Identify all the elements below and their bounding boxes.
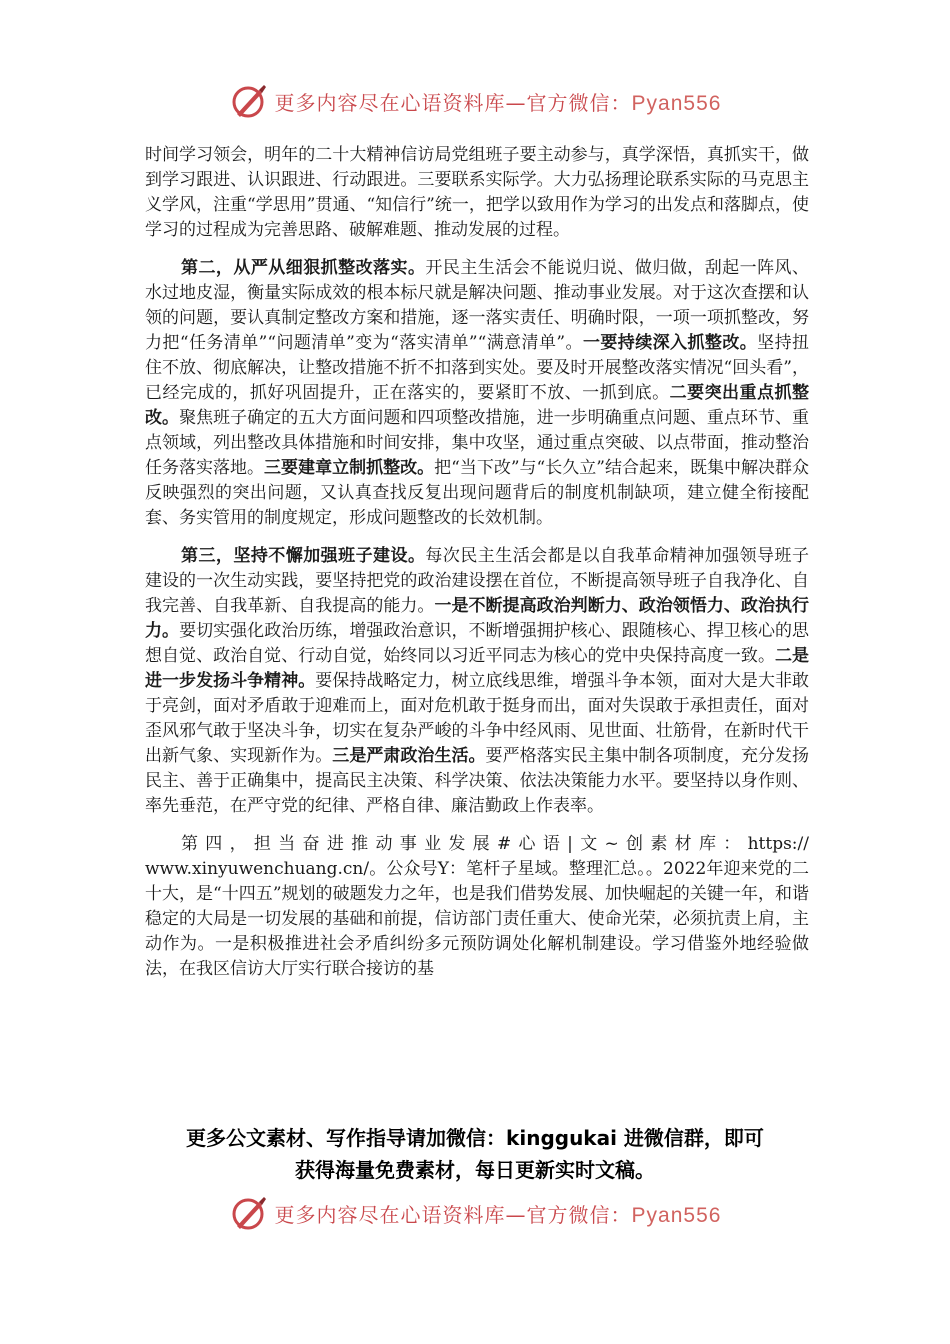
text-run: 开民主生活会不能说归说、做归做，刮起一阵风、水过地皮湿，衡量实际成效的根本标尺就是解决问题、推动事业发展。对于这次查摆和认领的问题，要认真制定整改方案和措施，逐一落实责任、明确时限，一项一项抓整改，努力把“任务清单”“问题清单”变为“落实清单”“满意清单”。 [145, 258, 810, 353]
banner-text [275, 1199, 722, 1228]
promo-line-1: 更多公文素材、写作指导请加微信：kinggukai 进微信群，即可 [186, 1126, 764, 1150]
paragraph-second-point [145, 256, 809, 531]
text-run: 聚焦班子确定的五大方面问题和四项整改措施，进一步明确重点问题、重点环节、重点领域，列出整改具体措施和时间安排，集中攻坚，通过重点突破、以点带面，推动整治任务落实落地。 [145, 408, 810, 478]
banner-text [275, 87, 722, 116]
paragraph-fourth-line1: 第四，担当奋进推动事业发展#心语|文~创素材库：https:// [181, 834, 809, 854]
heading-second: 第二，从严从细狠抓整改落实。 [181, 258, 426, 278]
subpoint-heading: 一要持续深入抓整改。 [582, 333, 758, 353]
promo-block [0, 1122, 950, 1186]
pen-logo-icon [229, 81, 269, 121]
text-run: 要切实强化政治历练，增强政治意识，不断增强拥护核心、跟随核心、捍卫核心的思想自觉、政治自觉、行动自觉，始终同以习近平同志为核心的党中央保持高度一致。 [145, 621, 810, 666]
banner-wechat-id: Pyan556 [631, 1203, 722, 1227]
banner-label: 官方微信： [526, 90, 632, 115]
heading-third: 第三，坚持不懈加强班子建设。 [181, 546, 426, 566]
text-run: 每次民主生活会都是以自我革命精神加强领导班子建设的一次生动实践，要坚持把党的政治建设摆在首位，不断提高领导班子自我净化、自我完善、自我革新、自我提高的能力。 [145, 546, 810, 616]
text-run: 要保持战略定力，树立底线思维，增强斗争本领，面对大是大非敢于亮剑，面对矛盾敢于迎难而上，面对危机敢于挺身而出，面对失误敢于承担责任，面对歪风邪气敢于坚决斗争，切实在复杂严峻的斗争中经风雨、见世面、壮筋骨，在新时代干出新气象、实现新作为。 [145, 671, 810, 766]
banner-sep: — [505, 1202, 527, 1227]
text-run: 坚持扭住不放、彻底解决，让整改措施不折不扣落到实处。要及时开展整改落实情况“回头看”，已经完成的，抓好巩固提升，正在落实的，要紧盯不放、一抓到底。 [145, 333, 810, 403]
banner-label: 官方微信： [526, 1202, 632, 1227]
text-run: 要严格落实民主集中制各项制度，充分发扬民主、善于正确集中，提高民主决策、科学决策、依法决策能力水平。要坚持以身作则、率先垂范，在严守党的纪律、严格自律、廉洁勤政上作表率。 [145, 746, 810, 816]
header-banner [0, 78, 950, 124]
subpoint-heading: 三要建章立制抓整改。 [264, 458, 435, 478]
banner-sep: — [505, 90, 527, 115]
subpoint-heading: 一是不断提高政治判断力、政治领悟力、政治执行力。 [145, 596, 810, 641]
banner-wechat-id: Pyan556 [631, 91, 722, 115]
text-run: 把“当下改”与“长久立”结合起来，既集中解决群众反映强烈的突出问题，又认真查找反复出现问题背后的制度机制缺项，建立健全衔接配套、务实管用的制度规定，形成问题整改的长效机制。 [145, 458, 810, 528]
paragraph-continued: 时间学习领会，明年的二十大精神信访局党组班子要主动参与，真学深悟，真抓实干，做到学习跟进、认识跟进、行动跟进。三要联系实际学。大力弘扬理论联系实际的马克思主义学风，注重“学思用”贯通、“知信行”统一，把学以致用作为学习的出发点和落脚点，使学习的过程成为完善思路、破解难题、推动发展的过程。 [145, 145, 809, 240]
subpoint-heading: 三是严肃政治生活。 [332, 746, 486, 766]
paragraph-third-point [145, 544, 809, 819]
banner-site: 更多内容尽在心语资料库 [274, 1202, 506, 1227]
banner-site: 更多内容尽在心语资料库 [274, 90, 506, 115]
paragraph-fourth-rest: www.xinyuwenchuang.cn/。公众号Y：笔杆子星域。整理汇总。。2022年迎来党的二十大，是“十四五”规划的破题发力之年，也是我们借势发展、加快崛起的关键一年，和谐稳定的大局是一切发展的基础和前提，信访部门责任重大、使命光荣，必须抗责上肩，主动作为。一是积极推进社会矛盾纠纷多元预防调处化解机制建设。学习借鉴外地经验做法，在我区信访大厅实行联合接访的基 [145, 859, 809, 979]
subpoint-heading: 二是进一步发扬斗争精神。 [145, 646, 810, 691]
document-body [145, 143, 809, 982]
promo-line-2: 获得海量免费素材，每日更新实时文稿。 [295, 1158, 655, 1182]
subpoint-heading: 二要突出重点抓整改。 [145, 383, 809, 428]
footer-banner [0, 1190, 950, 1236]
pen-logo-icon [229, 1193, 269, 1233]
